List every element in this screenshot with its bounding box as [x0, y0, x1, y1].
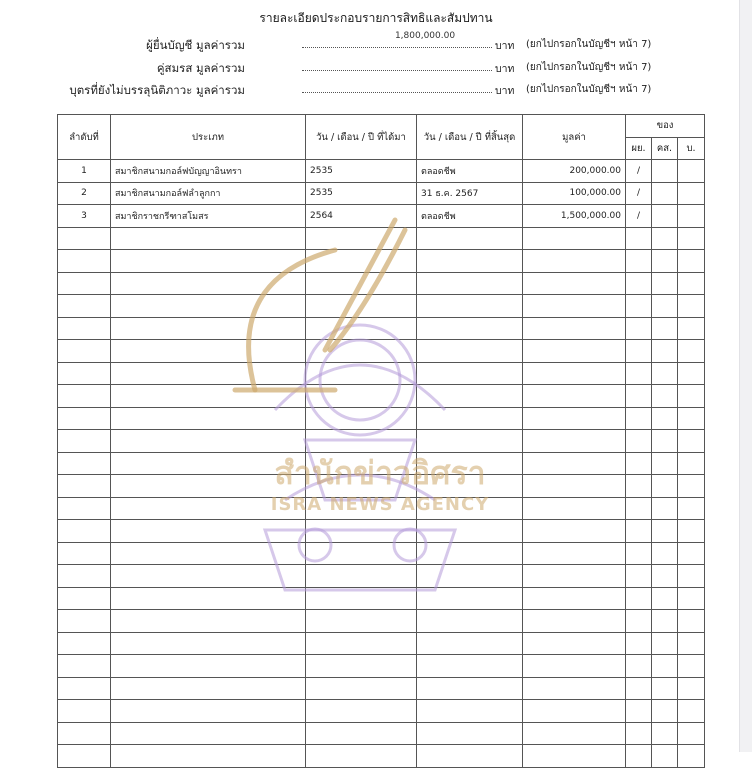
cell-value [523, 610, 626, 633]
cell-value [523, 542, 626, 565]
cell-owner-self [626, 520, 652, 543]
cell-owner-spouse [652, 497, 678, 520]
cell-owner-self [626, 677, 652, 700]
cell-date-end [417, 610, 523, 633]
table-row [58, 205, 705, 228]
page-edge [739, 0, 752, 752]
cell-owner-spouse [652, 160, 678, 183]
document-title: รายละเอียดประกอบรายการสิทธิและสัมปทาน [259, 11, 493, 25]
cell-owner-child [678, 430, 705, 453]
cell-owner-spouse [652, 520, 678, 543]
summary-unit: บาท [495, 85, 515, 97]
summary-label: บุตรที่ยังไม่บรรลุนิติภาวะ มูลค่ารวม [69, 83, 245, 97]
cell-owner-child [678, 542, 705, 565]
cell-owner-spouse [652, 317, 678, 340]
cell-date-end [417, 745, 523, 768]
cell-date-start [306, 565, 417, 588]
cell-type [111, 722, 306, 745]
cell-value [523, 250, 626, 273]
cell-owner-spouse [652, 362, 678, 385]
cell-owner-self [626, 272, 652, 295]
cell-owner-child [678, 520, 705, 543]
cell-type [111, 700, 306, 723]
cell-value [523, 565, 626, 588]
cell-no: 2 [58, 182, 111, 205]
cell-owner-self [626, 587, 652, 610]
cell-owner-self [626, 700, 652, 723]
cell-no [58, 542, 111, 565]
cell-date-start [306, 340, 417, 363]
cell-date-start [306, 272, 417, 295]
watermark-english-text: ISRA NEWS AGENCY [270, 494, 490, 515]
cell-no [58, 587, 111, 610]
cell-date-end [417, 385, 523, 408]
cell-date-start [306, 407, 417, 430]
empty-table-row [58, 610, 705, 633]
cell-owner-self: / [626, 182, 652, 205]
cell-owner-self [626, 610, 652, 633]
cell-type [111, 610, 306, 633]
cell-date-start: 2535 [306, 160, 417, 183]
cell-date-start [306, 587, 417, 610]
cell-owner-child [678, 452, 705, 475]
cell-value: 200,000.00 [523, 160, 626, 183]
cell-no [58, 227, 111, 250]
table-row [58, 182, 705, 205]
cell-type [111, 745, 306, 768]
cell-owner-child [678, 722, 705, 745]
cell-owner-child [678, 272, 705, 295]
summary-row-spouse [0, 60, 700, 78]
cell-date-start [306, 745, 417, 768]
cell-owner-self [626, 295, 652, 318]
cell-no [58, 452, 111, 475]
dotted-line [302, 47, 492, 48]
empty-table-row [58, 362, 705, 385]
cell-date-end [417, 407, 523, 430]
cell-owner-spouse [652, 632, 678, 655]
cell-owner-spouse [652, 205, 678, 228]
cell-no [58, 520, 111, 543]
header-owner-self: ผย. [626, 137, 652, 160]
cell-date-end [417, 587, 523, 610]
cell-value [523, 745, 626, 768]
cell-owner-spouse [652, 565, 678, 588]
cell-owner-self [626, 632, 652, 655]
summary-row-children [0, 82, 700, 100]
cell-date-start [306, 632, 417, 655]
cell-owner-spouse [652, 385, 678, 408]
header-value: มูลค่า [523, 115, 626, 160]
cell-owner-self [626, 385, 652, 408]
cell-no [58, 722, 111, 745]
empty-table-row [58, 317, 705, 340]
cell-type [111, 250, 306, 273]
cell-owner-self [626, 475, 652, 498]
cell-value [523, 362, 626, 385]
empty-table-row [58, 272, 705, 295]
cell-owner-child [678, 362, 705, 385]
summary-unit: บาท [495, 40, 515, 52]
cell-type [111, 677, 306, 700]
cell-owner-child [678, 385, 705, 408]
cell-owner-child [678, 250, 705, 273]
empty-table-row [58, 677, 705, 700]
cell-owner-self [626, 745, 652, 768]
cell-date-end [417, 655, 523, 678]
cell-owner-spouse [652, 700, 678, 723]
cell-date-end [417, 677, 523, 700]
cell-owner-self [626, 317, 652, 340]
cell-owner-spouse [652, 407, 678, 430]
cell-no [58, 362, 111, 385]
summary-row-filer [0, 31, 700, 55]
cell-date-start [306, 317, 417, 340]
cell-owner-spouse [652, 542, 678, 565]
cell-no [58, 565, 111, 588]
cell-owner-self [626, 497, 652, 520]
summary-note: (ยกไปกรอกในบัญชีฯ หน้า 7) [526, 84, 652, 95]
cell-owner-child [678, 227, 705, 250]
cell-owner-spouse [652, 295, 678, 318]
cell-type [111, 317, 306, 340]
cell-date-start [306, 655, 417, 678]
cell-no [58, 700, 111, 723]
cell-date-start [306, 542, 417, 565]
header-owner-child: บ. [678, 137, 705, 160]
summary-note: (ยกไปกรอกในบัญชีฯ หน้า 7) [526, 39, 652, 50]
empty-table-row [58, 542, 705, 565]
cell-owner-child [678, 655, 705, 678]
cell-date-start [306, 520, 417, 543]
header-owner-spouse: คส. [652, 137, 678, 160]
cell-date-end [417, 700, 523, 723]
cell-owner-child [678, 745, 705, 768]
cell-date-end [417, 362, 523, 385]
cell-owner-child [678, 587, 705, 610]
cell-type [111, 407, 306, 430]
header-owner: ของ [626, 115, 705, 138]
cell-no [58, 610, 111, 633]
cell-no [58, 497, 111, 520]
cell-date-start: 2564 [306, 205, 417, 228]
empty-table-row [58, 520, 705, 543]
cell-owner-self [626, 227, 652, 250]
cell-owner-spouse [652, 430, 678, 453]
cell-type [111, 520, 306, 543]
cell-value [523, 587, 626, 610]
cell-type [111, 362, 306, 385]
cell-owner-self [626, 722, 652, 745]
cell-no [58, 385, 111, 408]
cell-owner-self [626, 655, 652, 678]
cell-type: สมาชิกสนามกอล์ฟบัญญาอินทรา [111, 160, 306, 183]
cell-value: 100,000.00 [523, 182, 626, 205]
cell-value [523, 295, 626, 318]
empty-table-row [58, 385, 705, 408]
cell-no [58, 317, 111, 340]
cell-date-end [417, 340, 523, 363]
cell-date-start [306, 677, 417, 700]
cell-owner-spouse [652, 475, 678, 498]
cell-date-end: ตลอดชีพ [417, 160, 523, 183]
rights-concessions-table [57, 114, 705, 768]
cell-no [58, 250, 111, 273]
cell-no: 1 [58, 160, 111, 183]
cell-date-end [417, 250, 523, 273]
cell-type [111, 340, 306, 363]
cell-owner-spouse [652, 182, 678, 205]
cell-owner-spouse [652, 655, 678, 678]
cell-value [523, 677, 626, 700]
empty-table-row [58, 340, 705, 363]
cell-date-start [306, 362, 417, 385]
cell-owner-child [678, 565, 705, 588]
cell-type [111, 542, 306, 565]
cell-date-start [306, 227, 417, 250]
cell-value [523, 722, 626, 745]
empty-table-row [58, 565, 705, 588]
cell-date-end [417, 722, 523, 745]
cell-date-end [417, 317, 523, 340]
cell-owner-child [678, 205, 705, 228]
cell-type [111, 295, 306, 318]
cell-no [58, 407, 111, 430]
cell-value [523, 407, 626, 430]
cell-type [111, 565, 306, 588]
empty-table-row [58, 632, 705, 655]
cell-value [523, 317, 626, 340]
cell-date-end [417, 520, 523, 543]
cell-date-end [417, 272, 523, 295]
cell-no [58, 677, 111, 700]
cell-type [111, 655, 306, 678]
header-date-end: วัน / เดือน / ปี ที่สิ้นสุด [417, 115, 523, 160]
cell-owner-child [678, 677, 705, 700]
cell-no [58, 295, 111, 318]
cell-owner-child [678, 407, 705, 430]
cell-owner-child [678, 475, 705, 498]
cell-date-end: 31 ธ.ค. 2567 [417, 182, 523, 205]
empty-table-row [58, 407, 705, 430]
cell-owner-self: / [626, 205, 652, 228]
cell-type: สมาชิกสนามกอล์ฟลำลูกกา [111, 182, 306, 205]
cell-owner-self [626, 430, 652, 453]
cell-owner-spouse [652, 272, 678, 295]
cell-value [523, 272, 626, 295]
empty-table-row [58, 587, 705, 610]
cell-no [58, 272, 111, 295]
cell-owner-self [626, 542, 652, 565]
cell-date-start: 2535 [306, 182, 417, 205]
empty-table-row [58, 700, 705, 723]
cell-no [58, 632, 111, 655]
cell-type [111, 385, 306, 408]
cell-date-start [306, 722, 417, 745]
cell-owner-self [626, 362, 652, 385]
cell-owner-spouse [652, 452, 678, 475]
cell-owner-child [678, 632, 705, 655]
table-row [58, 160, 705, 183]
cell-owner-child [678, 295, 705, 318]
cell-value [523, 340, 626, 363]
header-no: ลำดับที่ [58, 115, 111, 160]
cell-owner-child [678, 317, 705, 340]
cell-date-end [417, 542, 523, 565]
header-date-start: วัน / เดือน / ปี ที่ได้มา [306, 115, 417, 160]
cell-owner-self: / [626, 160, 652, 183]
cell-owner-spouse [652, 340, 678, 363]
cell-no [58, 745, 111, 768]
cell-type [111, 227, 306, 250]
summary-label: ผู้ยื่นบัญชี มูลค่ารวม [146, 38, 245, 52]
summary-label: คู่สมรส มูลค่ารวม [156, 61, 245, 75]
cell-date-end [417, 632, 523, 655]
cell-owner-child [678, 610, 705, 633]
cell-owner-child [678, 160, 705, 183]
empty-table-row [58, 655, 705, 678]
cell-type: สมาชิกราชกรีฑาสโมสร [111, 205, 306, 228]
cell-date-end: ตลอดชีพ [417, 205, 523, 228]
cell-no [58, 655, 111, 678]
cell-date-start [306, 610, 417, 633]
cell-owner-self [626, 565, 652, 588]
cell-value [523, 655, 626, 678]
cell-date-end [417, 565, 523, 588]
cell-no [58, 475, 111, 498]
cell-owner-spouse [652, 227, 678, 250]
cell-owner-spouse [652, 587, 678, 610]
dotted-line [302, 70, 492, 71]
cell-owner-child [678, 182, 705, 205]
cell-date-end [417, 295, 523, 318]
cell-value [523, 632, 626, 655]
cell-type [111, 632, 306, 655]
cell-owner-child [678, 340, 705, 363]
cell-no [58, 340, 111, 363]
summary-note: (ยกไปกรอกในบัญชีฯ หน้า 7) [526, 62, 652, 73]
cell-date-start [306, 385, 417, 408]
header-type: ประเภท [111, 115, 306, 160]
cell-date-start [306, 700, 417, 723]
cell-value [523, 227, 626, 250]
cell-date-start [306, 295, 417, 318]
cell-owner-self [626, 452, 652, 475]
cell-value [523, 700, 626, 723]
cell-type [111, 272, 306, 295]
cell-owner-child [678, 700, 705, 723]
cell-value [523, 385, 626, 408]
cell-owner-self [626, 250, 652, 273]
empty-table-row [58, 227, 705, 250]
empty-table-row [58, 295, 705, 318]
empty-table-row [58, 250, 705, 273]
cell-type [111, 587, 306, 610]
summary-unit: บาท [495, 63, 515, 75]
empty-table-row [58, 722, 705, 745]
cell-owner-spouse [652, 250, 678, 273]
dotted-line [302, 92, 492, 93]
cell-owner-spouse [652, 610, 678, 633]
cell-owner-self [626, 340, 652, 363]
cell-date-start [306, 250, 417, 273]
cell-no: 3 [58, 205, 111, 228]
cell-date-end [417, 227, 523, 250]
empty-table-row [58, 745, 705, 768]
cell-no [58, 430, 111, 453]
cell-owner-child [678, 497, 705, 520]
cell-owner-self [626, 407, 652, 430]
cell-owner-spouse [652, 677, 678, 700]
cell-value: 1,500,000.00 [523, 205, 626, 228]
cell-owner-spouse [652, 722, 678, 745]
watermark-thai-text: สำนักข่าวอิศรา [274, 454, 486, 492]
cell-value [523, 520, 626, 543]
summary-amount: 1,800,000.00 [394, 31, 456, 41]
cell-owner-spouse [652, 745, 678, 768]
